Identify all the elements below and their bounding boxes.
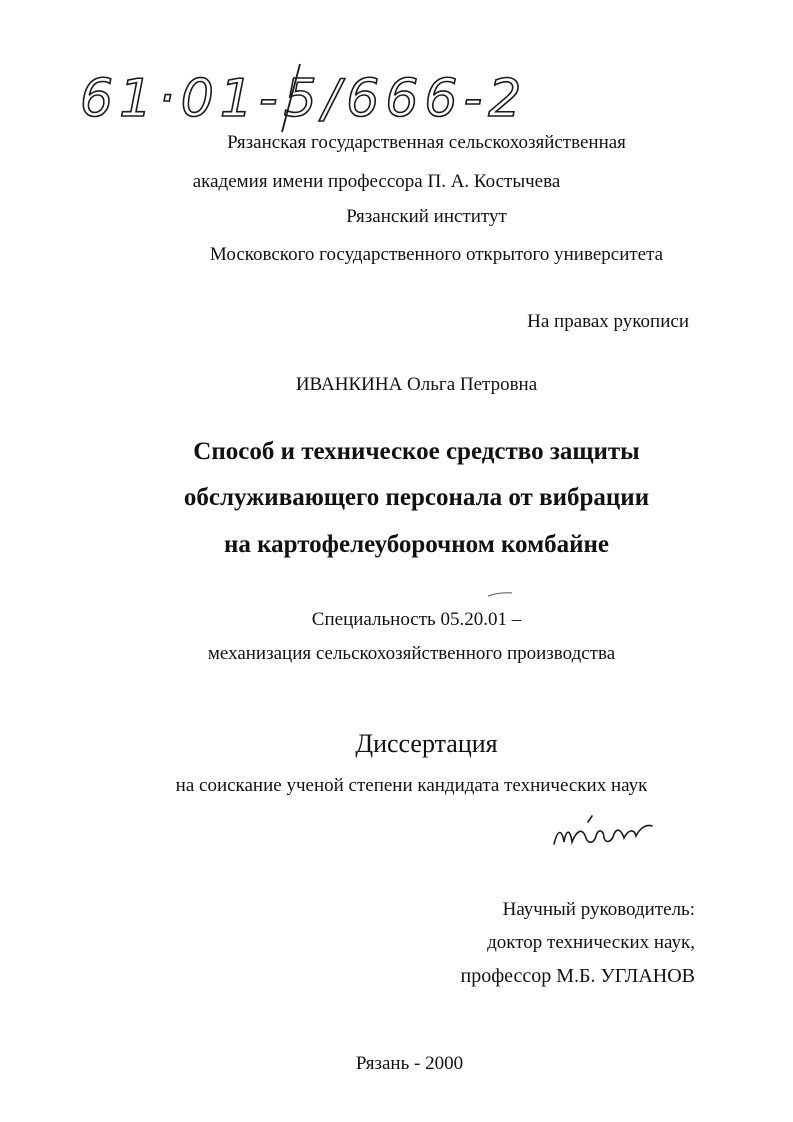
specialty-line-2: механизация сельскохозяйственного производства [207, 643, 616, 664]
handwritten-archive-number [70, 58, 630, 138]
degree-sought: на соискание ученой степени кандидата технических наук [175, 775, 648, 796]
institution-line-1: Рязанская государственная сельскохозяйственная [227, 132, 626, 153]
supervisor-label: Научный руководитель: [502, 899, 695, 920]
place-and-year: Рязань - 2000 [355, 1053, 464, 1074]
supervisor-degree: доктор технических наук, [487, 932, 695, 953]
supervisor-name: профессор М.Б. УГЛАНОВ [460, 965, 695, 987]
institution-line-2: академия имени профессора П. А. Костычева [192, 171, 561, 192]
dissertation-title-line-1: Способ и техническое средство защиты [193, 438, 640, 465]
institution-line-4: Московского государственного открытого университета [209, 244, 664, 265]
institution-line-3: Рязанский институт [346, 206, 507, 227]
handwritten-signature [548, 808, 668, 858]
handwritten-archive-number-text: 61·01-5/666-2 [80, 69, 528, 129]
rights-note: На правах рукописи [527, 311, 689, 332]
specialty-line-1: Специальность 05.20.01 – [311, 609, 522, 630]
dissertation-title-line-3: на картофелеуборочном комбайне [223, 531, 610, 558]
scan-speck [486, 590, 516, 600]
work-type: Диссертация [355, 729, 498, 758]
author-name: ИВАНКИНА Ольга Петровна [295, 374, 538, 395]
dissertation-title-line-2: обслуживающего персонала от вибрации [183, 484, 650, 511]
